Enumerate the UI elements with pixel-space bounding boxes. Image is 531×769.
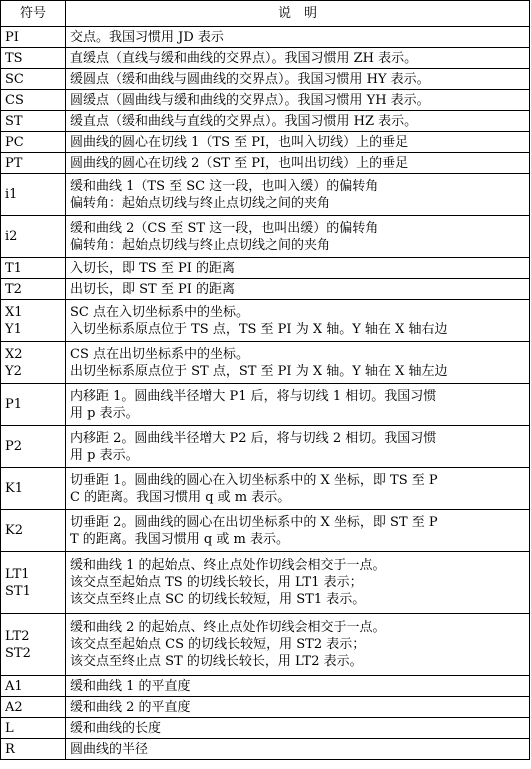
description-cell: 缓和曲线 1（TS 至 SC 这一段，也叫入缓）的偏转角 偏转角：起始点切线与终止点切线之间的夹角 <box>66 174 530 216</box>
header-description: 说 明 <box>66 1 530 27</box>
symbol-cell: PC <box>1 132 66 153</box>
table-header <box>1 1 530 27</box>
symbol-cell: K2 <box>1 510 66 552</box>
symbol-cell: i1 <box>1 174 66 216</box>
description-cell: 内移距 2。圆曲线半径增大 P2 后，将与切线 2 相切。我国习惯 用 p 表示。 <box>66 426 530 468</box>
description-cell: 内移距 1。圆曲线半径增大 P1 后，将与切线 1 相切。我国习惯 用 p 表示。 <box>66 384 530 426</box>
symbol-cell: R <box>1 739 66 760</box>
symbol-cell: PI <box>1 27 66 48</box>
table-row <box>1 216 530 258</box>
description-cell: 交点。我国习惯用 JD 表示 <box>66 27 530 48</box>
table-row <box>1 718 530 739</box>
table-row <box>1 90 530 111</box>
symbol-cell: X2 Y2 <box>1 342 66 384</box>
symbol-cell: LT2 ST2 <box>1 614 66 676</box>
table-row <box>1 69 530 90</box>
symbol-cell: PT <box>1 153 66 174</box>
table-row <box>1 426 530 468</box>
symbol-cell: i2 <box>1 216 66 258</box>
description-cell: 缓和曲线 1 的起始点、终止点处作切线会相交于一点。 该交点至起始点 TS 的切线长较长，用 LT1 表示； 该交点至终止点 SC 的切线长较短，用 ST1 表示。 <box>66 552 530 614</box>
symbol-cell: X1 Y1 <box>1 300 66 342</box>
table-row <box>1 342 530 384</box>
symbol-cell: P1 <box>1 384 66 426</box>
description-cell: CS 点在出切坐标系中的坐标。 出切坐标系原点位于 ST 点，ST 至 PI 为 X 轴。Y 轴在 X 轴左边 <box>66 342 530 384</box>
symbol-cell: CS <box>1 90 66 111</box>
description-cell: 缓和曲线 2 的起始点、终止点处作切线会相交于一点。 该交点至起始点 CS 的切线长较短，用 ST2 表示； 该交点至终止点 ST 的切线长较长，用 LT2 表示。 <box>66 614 530 676</box>
table-body <box>1 27 530 760</box>
description-cell: 圆曲线的半径 <box>66 739 530 760</box>
description-cell: 缓直点（缓和曲线与直线的交界点）。我国习惯用 HZ 表示。 <box>66 111 530 132</box>
description-cell: 直缓点（直线与缓和曲线的交界点）。我国习惯用 ZH 表示。 <box>66 48 530 69</box>
description-cell: 圆曲线的圆心在切线 2（ST 至 PI，也叫出切线）上的垂足 <box>66 153 530 174</box>
table-row <box>1 614 530 676</box>
description-cell: 圆曲线的圆心在切线 1（TS 至 PI，也叫入切线）上的垂足 <box>66 132 530 153</box>
symbol-cell: SC <box>1 69 66 90</box>
table-row <box>1 279 530 300</box>
description-cell: 缓和曲线 1 的平直度 <box>66 676 530 697</box>
table-row <box>1 153 530 174</box>
table-row <box>1 132 530 153</box>
symbol-cell: LT1 ST1 <box>1 552 66 614</box>
description-cell: 缓和曲线 2 的平直度 <box>66 697 530 718</box>
table-row <box>1 174 530 216</box>
symbol-cell: L <box>1 718 66 739</box>
table-row <box>1 48 530 69</box>
symbol-cell: K1 <box>1 468 66 510</box>
table-row <box>1 697 530 718</box>
header-symbol: 符号 <box>1 1 66 27</box>
description-cell: 缓和曲线 2（CS 至 ST 这一段，也叫出缓）的偏转角 偏转角：起始点切线与终止点切线之间的夹角 <box>66 216 530 258</box>
header-row <box>1 1 530 27</box>
description-cell: 入切长，即 TS 至 PI 的距离 <box>66 258 530 279</box>
table-row <box>1 676 530 697</box>
description-cell: 圆缓点（圆曲线与缓和曲线的交界点）。我国习惯用 YH 表示。 <box>66 90 530 111</box>
symbol-cell: TS <box>1 48 66 69</box>
symbol-cell: P2 <box>1 426 66 468</box>
description-cell: 切垂距 2。圆曲线的圆心在出切坐标系中的 X 坐标，即 ST 至 P T 的距离。我国习惯用 q 或 m 表示。 <box>66 510 530 552</box>
table-row <box>1 468 530 510</box>
description-cell: 出切长，即 ST 至 PI 的距离 <box>66 279 530 300</box>
table-row <box>1 739 530 760</box>
table-row <box>1 552 530 614</box>
symbol-cell: A1 <box>1 676 66 697</box>
symbol-cell: A2 <box>1 697 66 718</box>
description-cell: SC 点在入切坐标系中的坐标。 入切坐标系原点位于 TS 点，TS 至 PI 为 X 轴。Y 轴在 X 轴右边 <box>66 300 530 342</box>
table-row <box>1 258 530 279</box>
symbol-cell: ST <box>1 111 66 132</box>
description-cell: 缓和曲线的长度 <box>66 718 530 739</box>
table-row <box>1 300 530 342</box>
table-row <box>1 111 530 132</box>
symbol-cell: T1 <box>1 258 66 279</box>
description-cell: 切垂距 1。圆曲线的圆心在入切坐标系中的 X 坐标，即 TS 至 P C 的距离。我国习惯用 q 或 m 表示。 <box>66 468 530 510</box>
table-row <box>1 27 530 48</box>
description-cell: 缓圆点（缓和曲线与圆曲线的交界点）。我国习惯用 HY 表示。 <box>66 69 530 90</box>
table-row <box>1 510 530 552</box>
symbol-cell: T2 <box>1 279 66 300</box>
table-row <box>1 384 530 426</box>
